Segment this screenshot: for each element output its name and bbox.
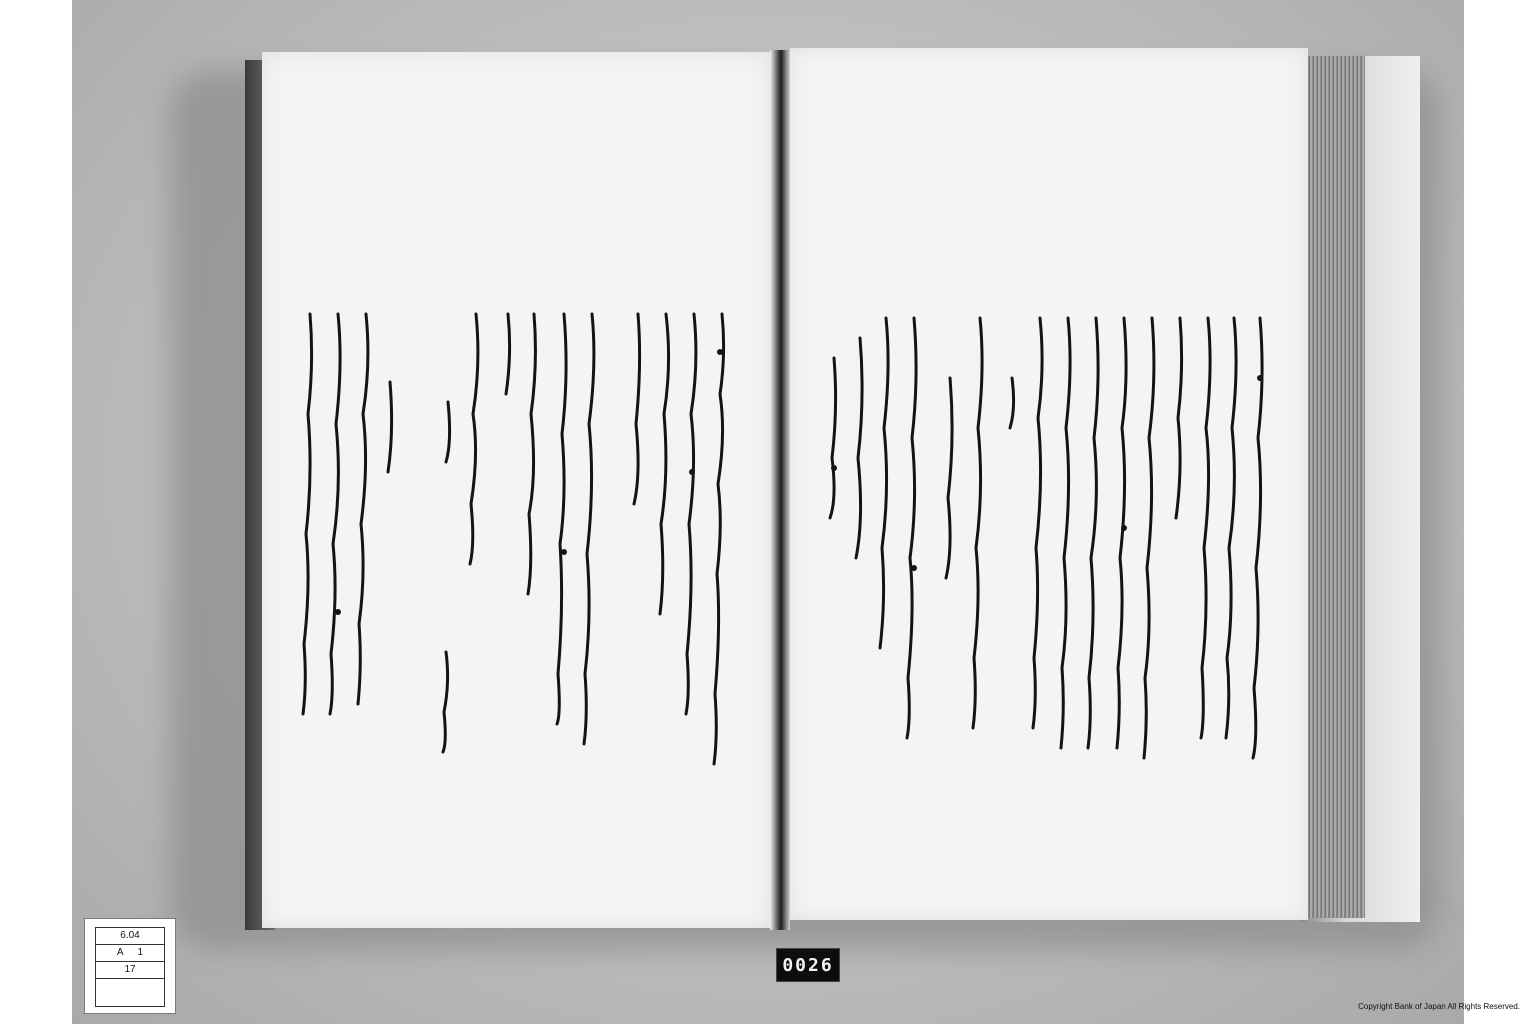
right-page-handwriting bbox=[790, 48, 1308, 920]
archive-label-card bbox=[84, 918, 176, 1014]
label-series: A bbox=[116, 947, 124, 959]
left-page-handwriting bbox=[262, 52, 770, 928]
copyright-notice: Copyright Bank of Japan All Rights Reserved. bbox=[1358, 1002, 1520, 1011]
book-gutter bbox=[770, 50, 790, 930]
label-item: 17 bbox=[96, 962, 164, 979]
label-series-row bbox=[96, 945, 164, 962]
left-page bbox=[262, 52, 770, 928]
label-volume: 1 bbox=[137, 947, 144, 959]
label-blank bbox=[96, 979, 164, 1006]
page-edges bbox=[1305, 56, 1365, 918]
label-grid bbox=[95, 927, 165, 1007]
label-code: 6.04 bbox=[96, 928, 164, 945]
right-page bbox=[790, 48, 1308, 920]
frame-number: 0026 bbox=[776, 948, 840, 982]
